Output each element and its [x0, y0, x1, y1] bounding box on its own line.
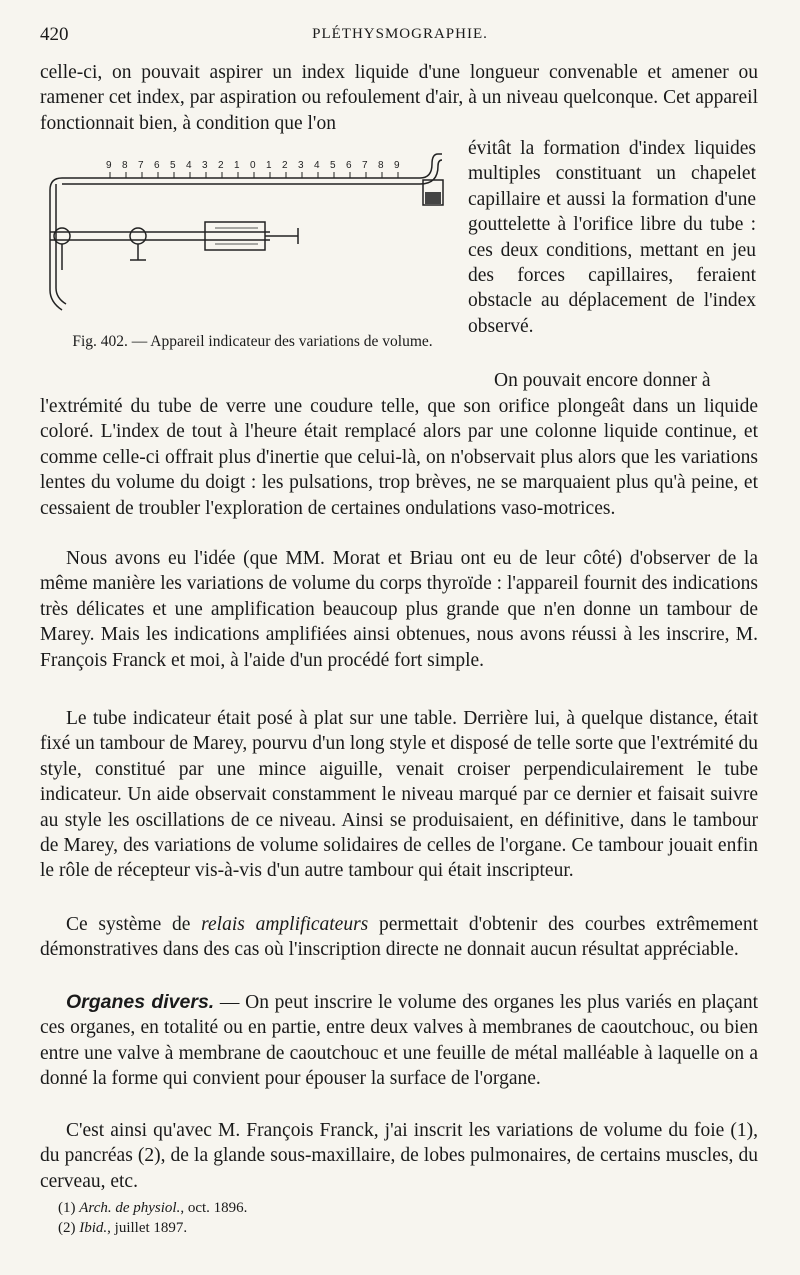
footnote-2-source: Ibid.: [79, 1220, 108, 1236]
paragraph-2-side: On pouvait encore donner à: [494, 370, 711, 391]
scale-label: 2: [218, 160, 224, 171]
paragraph-6-body: — On peut inscrire le volume des organes les plus variés en plaçant ces organes, en totalité ou en partie, entre deux valves à membranes de caoutchouc, ou bien entre une valve à membrane de caoutchouc et une feuille de métal malléable à laquelle on a donné la forme qui convient pour épouser la surface de l'organe.: [40, 992, 758, 1090]
scale-label: 6: [154, 160, 160, 171]
scale-label: 9: [106, 160, 112, 171]
footnote-1: [58, 1198, 247, 1218]
page-number: 420: [40, 24, 69, 45]
footnote-1-date: , oct. 1896.: [180, 1200, 248, 1216]
scale-label: 1: [234, 160, 240, 171]
scale-label: 5: [170, 160, 176, 171]
scale-label: 1: [266, 160, 272, 171]
paragraph-4: Le tube indicateur était posé à plat sur une table. Derrière lui, à quelque distance, était fixé un tambour de Marey, pourvu d'un long style et disposé de telle sorte que l'extrémité du style, constitué par une mince aiguille, venait croiser perpendiculairement le tube indicateur. Un aide observait constamment le niveau marqué par ce dernier et faisait suivre au style les oscillations de ce niveau. Ainsi se produisaient, en définitive, dans le tambour de Marey, des variations de volume solidaires de celles de l'organe. Ce tambour jouait enfin le rôle de récepteur vis-à-vis d'un autre tambour qui était inscripteur.: [40, 708, 758, 882]
scale-label: 9: [394, 160, 400, 171]
footnote-2-number: (2): [58, 1220, 76, 1236]
paragraph-5-start: Ce système de: [66, 914, 202, 935]
scale-label: 8: [122, 160, 128, 171]
paragraph-1-side: évitât la formation d'index liquides multiples constituant un chapelet capillaire et aussi la formation d'une gouttelette à l'orifice libre du tube : ces deux conditions, mettant en jeu des forces capillaires, feraient obstacle au déplacement de l'index observé.: [468, 138, 756, 337]
scale-label: 7: [138, 160, 144, 171]
scale-label: 2: [282, 160, 288, 171]
paragraph-5-end: permettait d'obtenir des courbes extrêmement démonstratives dans des cas où l'inscription directe ne donnait aucun résultat appréciable.: [40, 914, 758, 961]
emphasis-relais: relais amplificateurs: [201, 914, 369, 935]
scale-label: 5: [330, 160, 336, 171]
section-heading-organes: Organes divers.: [66, 991, 215, 1013]
scale-label: 6: [346, 160, 352, 171]
figure-402: [40, 150, 450, 325]
figure-caption: Fig. 402. — Appareil indicateur des variations de volume.: [72, 333, 433, 350]
footnotes: [58, 1198, 247, 1238]
scale-label: 3: [202, 160, 208, 171]
footnote-2-date: , juillet 1897.: [107, 1220, 188, 1236]
footnote-1-number: (1): [58, 1200, 76, 1216]
scale-label: 7: [362, 160, 368, 171]
scale-label: 3: [298, 160, 304, 171]
footnote-2: [58, 1218, 247, 1238]
syringe-plunger: [265, 228, 298, 244]
page-header: [40, 24, 760, 54]
scale-label: 0: [250, 160, 256, 171]
syringe-barrel: [205, 222, 265, 250]
footnote-1-source: Arch. de physiol.: [79, 1200, 181, 1216]
paragraph-6: [40, 990, 758, 1092]
running-title: PLÉTHYSMOGRAPHIE.: [312, 26, 488, 42]
paragraph-3: Nous avons eu l'idée (que MM. Morat et Briau ont eu de leur côté) d'observer de la même manière les variations de volume du corps thyroïde : l'appareil fournit des indications très délicates et une amplification beaucoup plus grande que n'en donne un tambour de Marey. Mais les indications amplifiées ainsi obtenues, nous avons réussi à les inscrire, M. François Franck et moi, à l'aide d'un procédé fort simple.: [40, 548, 758, 671]
scale-label: 8: [378, 160, 384, 171]
stopcock-right: [130, 228, 146, 244]
paragraph-2: l'extrémité du tube de verre une coudure telle, que son orifice plongeât dans un liquide coloré. L'index de tout à l'heure était remplacé alors par une colonne liquide continue, et comme celle-ci offrait plus d'inertie que celui-là, on n'observait plus alors que les variations lentes du volume du doigt : les pulsations, trop brèves, ne se marquaient plus qu'à peine, et cessaient de troubler l'exploration de certaines ondulations vaso-motrices.: [40, 396, 758, 519]
paragraph-1: celle-ci, on pouvait aspirer un index liquide d'une longueur convenable et amener ou ramener cet index, par aspiration ou refoulement d'air, à un niveau quelconque. Cet appareil fonctionnait bien, à condition que l'on: [40, 62, 758, 134]
paragraph-5: [40, 912, 758, 963]
scale-label: 4: [314, 160, 320, 171]
scale-labels: [106, 160, 400, 171]
scale-label: 4: [186, 160, 192, 171]
paragraph-7: C'est ainsi qu'avec M. François Franck, j'ai inscrit les variations de volume du foie (1), du pancréas (2), de la glande sous-maxillaire, de lobes pulmonaires, de certains muscles, du cerveau, etc.: [40, 1120, 758, 1192]
apparatus-illustration: [40, 150, 450, 325]
